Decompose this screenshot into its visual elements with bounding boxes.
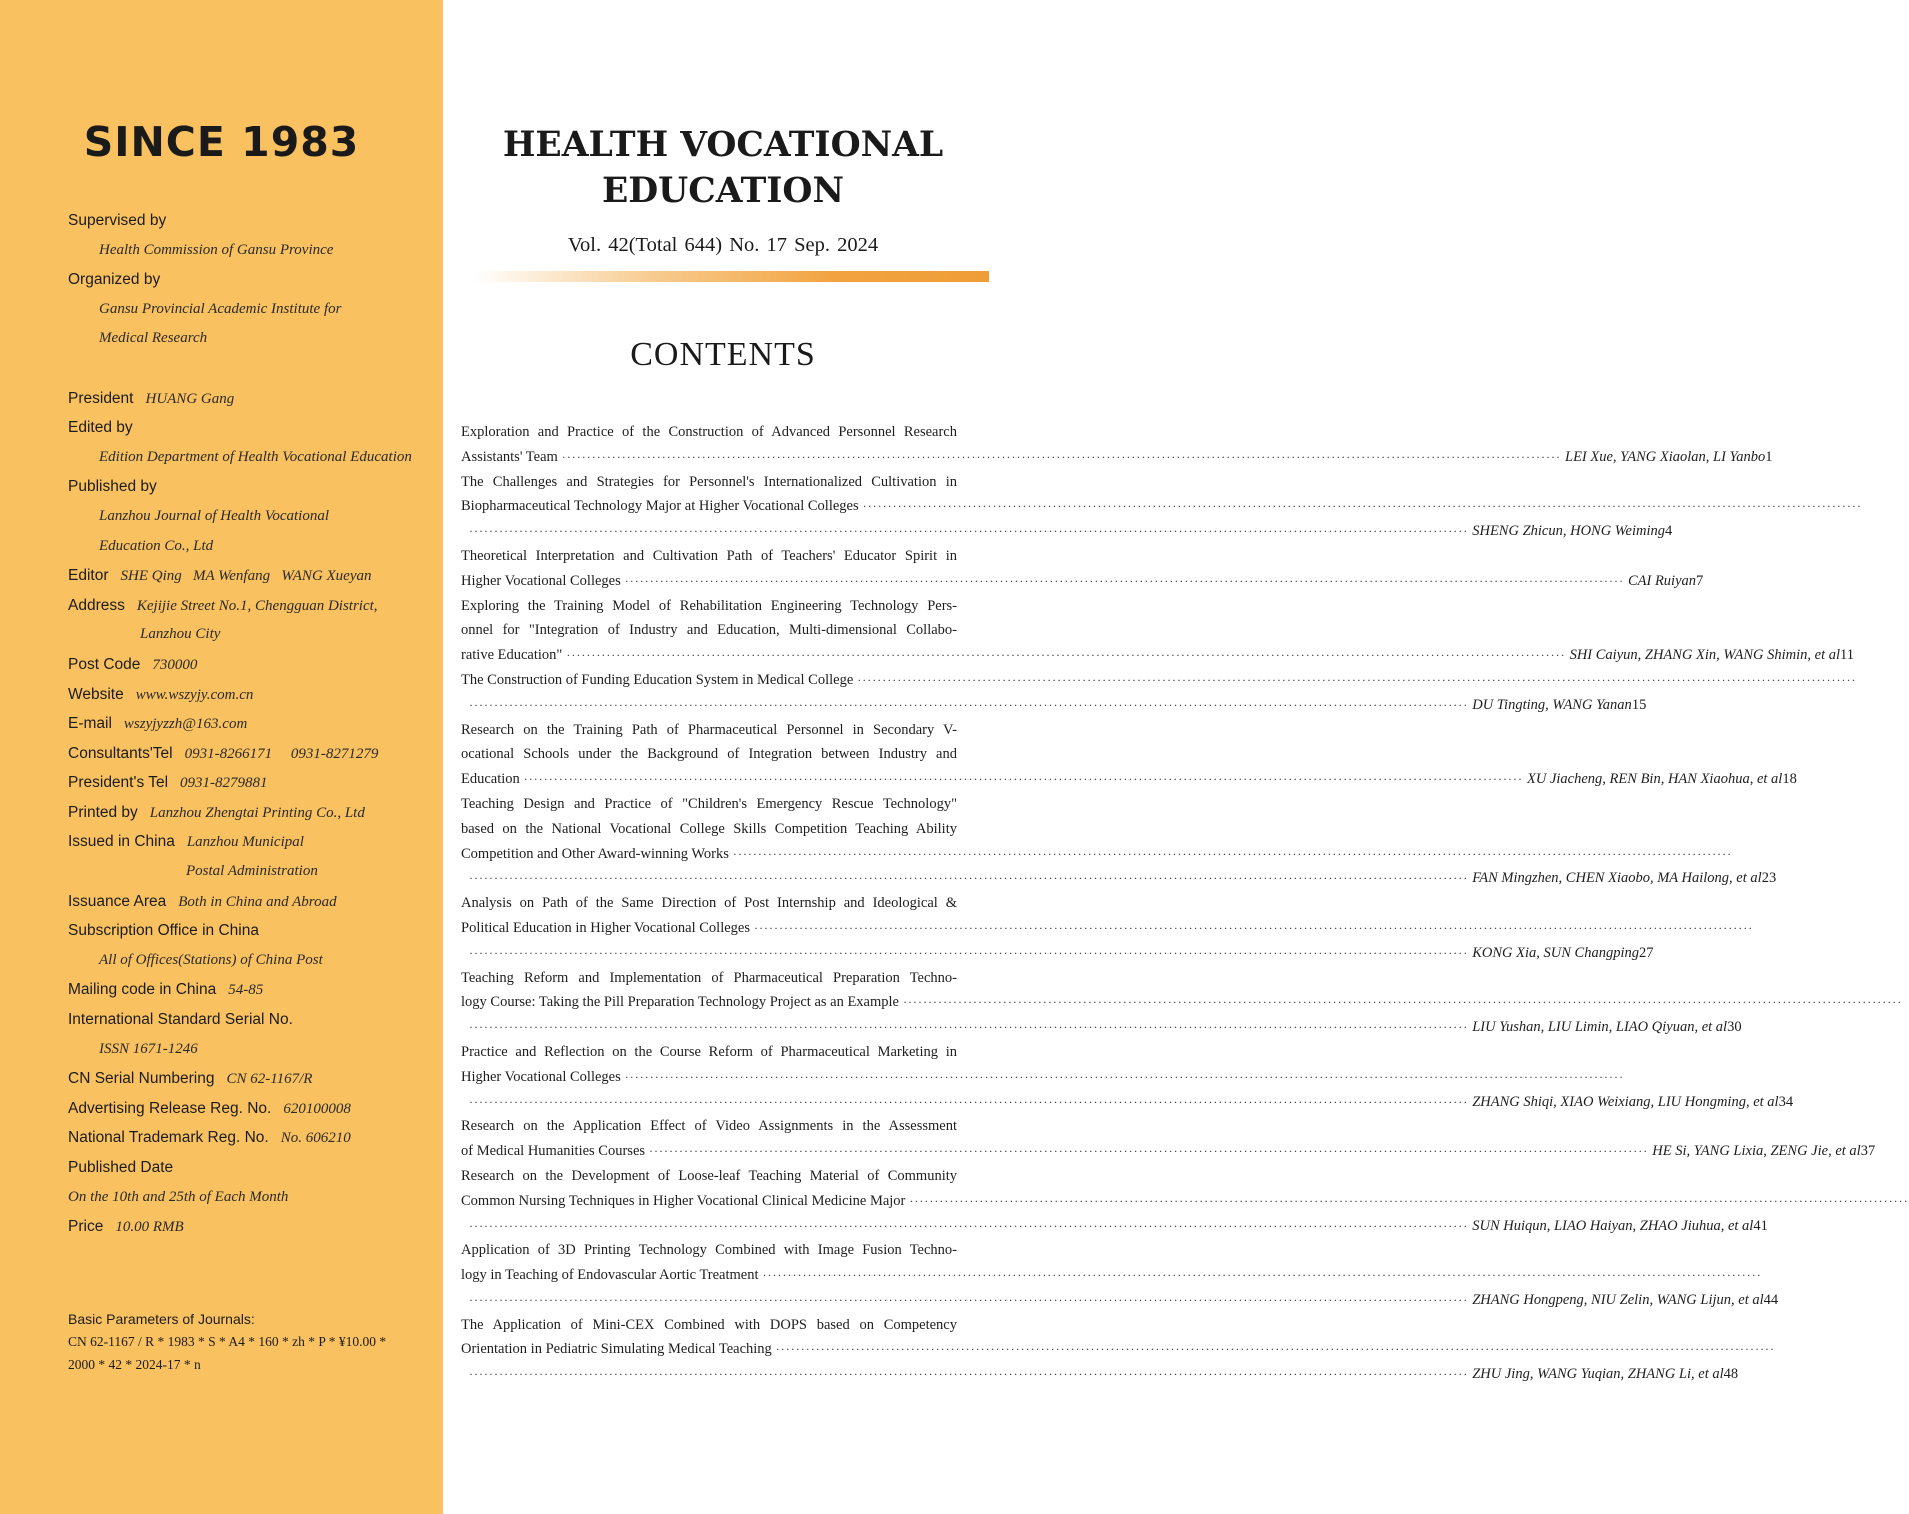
basic-parameters-line-1: CN 62-1167 / R * 1983 * S * A4 * 160 * zh * P * ¥10.00 * — [68, 1334, 387, 1349]
info-label: Published by — [68, 478, 157, 496]
info-row — [68, 354, 438, 384]
toc-entry[interactable] — [461, 891, 1754, 965]
toc-title-line — [461, 494, 1862, 519]
info-row — [68, 502, 438, 532]
info-row — [68, 916, 438, 946]
info-label: Mailing code in China — [68, 981, 217, 999]
toc-page-number: 11 — [1840, 647, 1854, 664]
info-row — [68, 650, 438, 680]
toc-page-number: 7 — [1696, 572, 1704, 589]
toc-entry[interactable] — [461, 544, 1704, 594]
info-value: Kejijie Street No.1, Chengguan District, — [136, 597, 378, 614]
toc-entry[interactable] — [461, 966, 1903, 1040]
info-label: Post Code — [68, 655, 141, 673]
info-row — [68, 620, 438, 650]
toc-title-text: The Construction of Funding Education System in Medical College — [461, 671, 854, 688]
toc-title-line: Teaching Design and Practice of "Children's Emergency Rescue Technology" — [461, 795, 957, 812]
info-row — [68, 709, 438, 739]
info-value: 730000 — [152, 656, 198, 673]
toc-entry[interactable] — [461, 718, 1797, 792]
toc-title-line — [461, 842, 1733, 867]
info-label: Issuance Area — [68, 892, 167, 910]
toc-title-line: Theoretical Interpretation and Cultivation Path of Teachers' Educator Spirit in — [461, 547, 957, 564]
toc-authors-line — [461, 866, 1777, 891]
toc-title-text: Biopharmaceutical Technology Major at Higher Vocational Colleges — [461, 498, 859, 515]
info-value: Health Commission of Gansu Province — [99, 241, 334, 258]
info-row — [68, 413, 438, 443]
toc-leader-dots: ········································································································································································································ — [909, 1193, 1909, 1208]
info-value: On the 10th and 25th of Each Month — [68, 1188, 289, 1205]
toc-title-line: The Challenges and Strategies for Personnel's Internationalized Cultivation in — [461, 473, 957, 490]
toc-leader-dots: ········································································································································································································ — [624, 1069, 1624, 1084]
toc-entry[interactable] — [461, 792, 1777, 891]
contents-heading: CONTENTS — [630, 336, 816, 373]
info-value: ISSN 1671-1246 — [99, 1040, 198, 1057]
info-value: Education Co., Ltd — [99, 537, 214, 554]
toc-authors-line — [461, 1288, 1779, 1313]
info-row — [68, 236, 438, 266]
info-row — [68, 265, 438, 295]
journal-title — [443, 122, 1003, 214]
toc-authors: CAI Ruiyan — [1627, 572, 1697, 589]
info-row — [68, 443, 438, 473]
toc-authors: ZHANG Hongpeng, NIU Zelin, WANG Lijun, et al — [1472, 1291, 1764, 1308]
toc-title-line: ocational Schools under the Background of Integration between Industry and — [461, 746, 957, 763]
toc-title-text: Common Nursing Techniques in Higher Vocational Clinical Medicine Major — [461, 1192, 906, 1209]
info-label: E-mail — [68, 715, 112, 733]
toc-leader-dots: ········································································································································································································ — [469, 697, 1469, 712]
toc-page-number: 23 — [1761, 870, 1777, 887]
info-row — [68, 472, 438, 502]
info-value: HUANG Gang — [145, 390, 235, 407]
info-value: 0931-8266171 0931-8271279 — [184, 745, 379, 762]
left-info-panel — [0, 0, 443, 1514]
toc-page-number: 41 — [1753, 1217, 1768, 1234]
toc-title-text: Education — [461, 771, 520, 788]
info-row — [68, 1153, 438, 1183]
toc-title-text: Higher Vocational Colleges — [461, 1068, 621, 1085]
toc-page-number: 18 — [1782, 771, 1797, 788]
info-label: Supervised by — [68, 212, 167, 229]
toc-authors: DU Tingting, WANG Yanan — [1472, 696, 1632, 713]
info-row — [68, 975, 438, 1005]
toc-leader-dots: ········································································································································································································ — [624, 573, 1624, 588]
toc-title-text: Orientation in Pediatric Simulating Medical Teaching — [461, 1341, 772, 1358]
toc-entry[interactable] — [461, 470, 1862, 544]
info-value: 620100008 — [283, 1100, 351, 1117]
toc-entry[interactable] — [461, 1164, 1909, 1238]
info-label: CN Serial Numbering — [68, 1070, 215, 1088]
info-value: 0931-8279881 — [180, 775, 268, 792]
toc-page-number: 30 — [1727, 1019, 1742, 1036]
info-label: Printed by — [68, 803, 138, 821]
decorative-rule — [473, 271, 989, 282]
info-label: President's Tel — [68, 774, 169, 792]
toc-leader-dots: ········································································································································································································ — [469, 1367, 1469, 1382]
toc-authors: LEI Xue, YANG Xiaolan, LI Yanbo — [1565, 448, 1766, 465]
toc-page-number: 37 — [1860, 1143, 1876, 1160]
info-label: Issued in China — [68, 833, 175, 851]
info-value: 54-85 — [228, 982, 264, 999]
toc-leader-dots: ········································································································································································································ — [566, 648, 1566, 663]
info-value: Gansu Provincial Academic Institute for — [99, 300, 342, 317]
toc-leader-dots: ········································································································································································································ — [862, 499, 1862, 514]
info-row — [68, 384, 438, 414]
toc-title-line — [461, 916, 1754, 941]
info-row — [68, 946, 438, 976]
toc-title-line: Research on the Development of Loose-leaf Teaching Material of Community — [461, 1167, 957, 1184]
toc-entry[interactable] — [461, 1040, 1794, 1114]
info-row — [68, 1094, 438, 1124]
toc-title-line: Research on the Application Effect of Video Assignments in the Assessment — [461, 1118, 957, 1135]
toc-page-number: 4 — [1665, 523, 1673, 540]
toc-title-line: Practice and Reflection on the Course Reform of Pharmaceutical Marketing in — [461, 1043, 957, 1060]
toc-title-line — [461, 1263, 1762, 1288]
toc-authors-line — [461, 1362, 1739, 1387]
info-row — [68, 1035, 438, 1065]
toc-title-line — [461, 569, 1704, 594]
toc-leader-dots: ········································································································································································································ — [469, 1020, 1469, 1035]
toc-entry[interactable] — [461, 668, 1857, 718]
info-value: Both in China and Abroad — [178, 893, 337, 910]
info-value: Lanzhou Zhengtai Printing Co., Ltd — [149, 804, 365, 821]
info-label: Advertising Release Reg. No. — [68, 1099, 272, 1117]
toc-entry[interactable] — [461, 1114, 1876, 1164]
info-value: wszyjyzzh@163.com — [123, 716, 248, 733]
toc-page-number: 15 — [1631, 696, 1647, 713]
basic-parameters — [68, 1308, 436, 1376]
toc-leader-dots: ········································································································································································································ — [762, 1268, 1762, 1283]
toc-leader-dots: ········································································································································································································ — [903, 995, 1903, 1010]
info-value: SHE Qing MA Wenfang WANG Xueyan — [120, 568, 372, 585]
info-row — [68, 1183, 438, 1213]
publication-info-list — [68, 206, 438, 1242]
toc-title-line: onnel for "Integration of Industry and Education, Multi-dimensional Collabo- — [461, 622, 957, 639]
toc-title-line — [461, 445, 1773, 470]
toc-title-line: Exploration and Practice of the Construction of Advanced Personnel Research — [461, 424, 957, 440]
toc-authors: SHI Caiyun, ZHANG Xin, WANG Shimin, et al — [1569, 647, 1841, 664]
toc-title-line: based on the National Vocational College Skills Competition Teaching Ability — [461, 820, 957, 837]
toc-page-number: 34 — [1778, 1093, 1794, 1110]
toc-title-line: Analysis on Path of the Same Direction of Post Internship and Ideological & — [461, 895, 957, 912]
info-value: Edition Department of Health Vocational Education — [99, 448, 412, 465]
basic-parameters-label: Basic Parameters of Journals: — [68, 1311, 255, 1327]
toc-title-line: Research on the Training Path of Pharmaceutical Personnel in Secondary V- — [461, 721, 957, 738]
info-row — [68, 739, 438, 769]
toc-title-line — [461, 1065, 1624, 1090]
info-value: www.wszyjy.com.cn — [135, 686, 254, 703]
toc-authors-line — [461, 519, 1673, 544]
toc-entry[interactable] — [461, 1313, 1776, 1387]
info-row — [68, 887, 438, 917]
toc-title-line — [461, 668, 1857, 693]
info-label: International Standard Serial No. — [68, 1011, 293, 1029]
info-row — [68, 827, 438, 857]
info-label: Address — [68, 596, 125, 614]
toc-leader-dots: ········································································································································································································ — [857, 672, 1857, 687]
right-contents-panel — [443, 0, 1909, 1514]
info-row — [68, 532, 438, 562]
toc-leader-dots: ········································································································································································································ — [469, 1292, 1469, 1307]
toc-page-number: 27 — [1638, 944, 1654, 961]
toc-page-number: 44 — [1763, 1291, 1779, 1308]
toc-leader-dots: ········································································································································································································ — [561, 449, 1562, 464]
info-label: Price — [68, 1218, 104, 1236]
journal-title-line-1: HEALTH VOCATIONAL — [502, 125, 944, 165]
toc-title-line — [461, 1139, 1876, 1164]
since-heading: SINCE 1983 — [83, 118, 360, 166]
info-row — [68, 1005, 438, 1035]
info-value: CN 62-1167/R — [226, 1071, 313, 1088]
toc-entry[interactable] — [461, 420, 1773, 470]
toc-authors: FAN Mingzhen, CHEN Xiaobo, MA Hailong, et al — [1472, 870, 1762, 887]
toc-title-text: logy in Teaching of Endovascular Aortic Treatment — [461, 1267, 759, 1284]
toc-leader-dots: ········································································································································································································ — [469, 945, 1469, 960]
info-value: No. 606210 — [280, 1130, 351, 1147]
toc-authors: SUN Huiqun, LIAO Haiyan, ZHAO Jiuhua, et al — [1472, 1217, 1754, 1234]
toc-title-line: The Application of Mini-CEX Combined with DOPS based on Competency — [461, 1316, 957, 1333]
toc-leader-dots: ········································································································································································································ — [775, 1342, 1776, 1357]
toc-leader-dots: ········································································································································································································ — [469, 1218, 1469, 1233]
info-value: 10.00 RMB — [115, 1219, 184, 1236]
toc-title-line: Teaching Reform and Implementation of Pharmaceutical Preparation Techno- — [461, 969, 957, 986]
info-label: Editor — [68, 567, 109, 585]
toc-authors-line — [461, 941, 1654, 966]
toc-title-line — [461, 1189, 1909, 1214]
info-row — [68, 591, 438, 621]
toc-title-line: Application of 3D Printing Technology Combined with Image Fusion Techno- — [461, 1242, 957, 1259]
toc-authors: XU Jiacheng, REN Bin, HAN Xiaohua, et al — [1527, 771, 1783, 788]
info-row — [68, 295, 438, 325]
info-value: Lanzhou Journal of Health Vocational — [99, 507, 329, 524]
toc-leader-dots: ········································································································································································································ — [649, 1144, 1649, 1159]
toc-title-text: logy Course: Taking the Pill Preparation Technology Project as an Example — [461, 994, 899, 1011]
toc-entry[interactable] — [461, 1238, 1779, 1312]
journal-title-line-2: EDUCATION — [601, 171, 845, 211]
toc-title-line — [461, 1337, 1776, 1362]
info-value: Postal Administration — [186, 863, 318, 880]
info-value: All of Offices(Stations) of China Post — [99, 951, 323, 968]
info-row — [68, 206, 438, 236]
toc-authors: LIU Yushan, LIU Limin, LIAO Qiyuan, et al — [1472, 1019, 1728, 1036]
toc-title-text: Higher Vocational Colleges — [461, 572, 621, 589]
toc-title-line — [461, 643, 1854, 668]
toc-page-number: 48 — [1723, 1366, 1739, 1383]
toc-leader-dots: ········································································································································································································ — [754, 920, 1754, 935]
info-value: Lanzhou Municipal — [186, 834, 304, 851]
toc-page-number: 1 — [1765, 448, 1773, 465]
info-value: Medical Research — [99, 330, 208, 347]
info-row — [68, 324, 438, 354]
toc-authors: ZHANG Shiqi, XIAO Weixiang, LIU Hongming, et al — [1472, 1093, 1779, 1110]
info-row — [68, 857, 438, 887]
info-label: Edited by — [68, 419, 133, 437]
toc-title-line — [461, 990, 1903, 1015]
table-of-contents — [461, 420, 1909, 1387]
toc-authors-line — [461, 1015, 1742, 1040]
info-row — [68, 1064, 438, 1094]
info-label: National Trademark Reg. No. — [68, 1129, 269, 1147]
toc-title-text: Political Education in Higher Vocational Colleges — [461, 919, 751, 936]
info-row — [68, 561, 438, 591]
info-label: Consultants'Tel — [68, 744, 173, 762]
toc-leader-dots: ········································································································································································································ — [469, 1094, 1469, 1109]
toc-title-line — [461, 767, 1797, 792]
info-row — [68, 1123, 438, 1153]
info-value: Lanzhou City — [140, 626, 221, 643]
toc-title-line: Exploring the Training Model of Rehabilitation Engineering Technology Pers- — [461, 597, 957, 614]
toc-title-text: of Medical Humanities Courses — [461, 1143, 646, 1160]
info-label: Organized by — [68, 271, 161, 289]
toc-entry[interactable] — [461, 594, 1854, 668]
info-row — [68, 1212, 438, 1242]
info-label: Subscription Office in China — [68, 922, 259, 940]
info-row — [68, 768, 438, 798]
toc-authors: SHENG Zhicun, HONG Weiming — [1472, 523, 1666, 540]
toc-authors: HE Si, YANG Lixia, ZENG Jie, et al — [1652, 1143, 1861, 1160]
toc-leader-dots: ········································································································································································································ — [523, 772, 1524, 787]
info-label: Website — [68, 685, 124, 703]
basic-parameters-line-2: 2000 * 42 * 2024-17 * n — [68, 1357, 201, 1372]
toc-title-text: rative Education" — [461, 647, 563, 664]
toc-authors-line — [461, 1214, 1768, 1239]
toc-authors: ZHU Jing, WANG Yuqian, ZHANG Li, et al — [1472, 1366, 1724, 1383]
toc-leader-dots: ········································································································································································································ — [469, 524, 1469, 539]
info-row — [68, 798, 438, 828]
toc-leader-dots: ········································································································································································································ — [732, 846, 1733, 861]
toc-authors-line — [461, 693, 1647, 718]
info-row — [68, 680, 438, 710]
toc-title-text: Competition and Other Award-winning Works — [461, 845, 729, 862]
toc-leader-dots: ········································································································································································································ — [469, 871, 1469, 886]
info-label: President — [68, 389, 134, 407]
toc-authors: KONG Xia, SUN Changping — [1472, 944, 1639, 961]
toc-authors-line — [461, 1090, 1794, 1115]
toc-title-text: Assistants' Team — [461, 448, 558, 465]
volume-info: Vol. 42(Total 644) No. 17 Sep. 2024 — [567, 234, 879, 256]
info-label: Published Date — [68, 1159, 174, 1176]
